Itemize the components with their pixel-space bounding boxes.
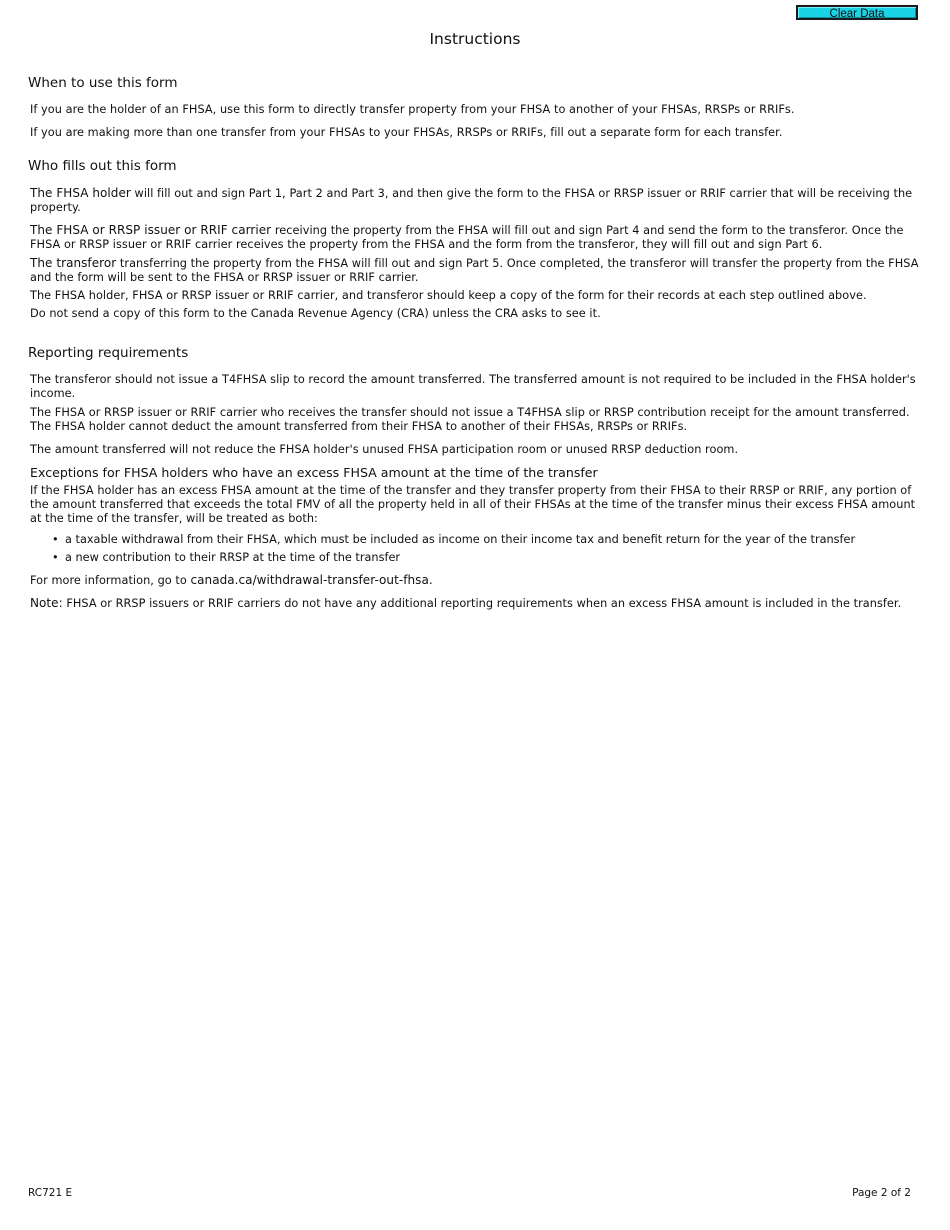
paragraph-text: FHSA or RRSP issuers or RRIF carriers do not have any additional reporting requirements when an excess FHSA amount is included in the transfer. (62, 597, 902, 610)
emphasis-text: The FHSA holder (30, 186, 131, 200)
punctuation: . (428, 573, 433, 587)
list-item (52, 551, 400, 565)
paragraph: The FHSA holder, FHSA or RRSP issuer or RRIF carrier, and transferor should keep a copy of the form for their records at each step outlined above. (30, 289, 867, 302)
paragraph-text: receiving the property from the FHSA will fill out and sign Part 4 and send the form to the transferor. Once the FHSA or RRSP issuer or RRIF carrier receives the property from the FHSA and the form from the transferor, they will fill out and sign Part 6. (30, 224, 904, 251)
page-title: Instructions (429, 30, 521, 48)
sub-heading-exceptions: Exceptions for FHSA holders who have an excess FHSA amount at the time of the transfer (30, 465, 598, 480)
section-heading-reporting: Reporting requirements (28, 345, 189, 361)
section-heading-who: Who fills out this form (28, 158, 177, 174)
emphasis-text: The FHSA or RRSP issuer or RRIF carrier (30, 223, 272, 237)
page-number: Page 2 of 2 (852, 1187, 911, 1199)
paragraph (30, 223, 920, 252)
paragraph: Do not send a copy of this form to the Canada Revenue Agency (CRA) unless the CRA asks to see it. (30, 307, 601, 320)
list-item-text: a new contribution to their RRSP at the time of the transfer (65, 551, 401, 564)
note-paragraph (30, 596, 920, 611)
paragraph: The transferor should not issue a T4FHSA slip to record the amount transferred. The transferred amount is not required to be included in the FHSA holder's income. (30, 373, 916, 400)
paragraph: If the FHSA holder has an excess FHSA amount at the time of the transfer and they transfer property from their FHSA to their RRSP or RRIF, any portion of the amount transferred that exceeds the total FMV of all the property held in all of their FHSAs at the time of the transfer minus their excess FHSA amount at the time of the transfer, will be treated as both: (30, 484, 916, 525)
paragraph (30, 186, 920, 215)
paragraph: If you are making more than one transfer from your FHSAs to your FHSAs, RRSPs or RRIFs, fill out a separate form for each transfer. (30, 126, 783, 139)
more-info-paragraph (30, 573, 920, 588)
list-item (52, 533, 855, 547)
paragraph-text: will fill out and sign Part 1, Part 2 and Part 3, and then give the form to the FHSA or RRSP issuer or RRIF carrier that will be receiving the property. (30, 187, 913, 214)
bullet-icon: • (52, 551, 59, 564)
bullet-icon: • (52, 533, 59, 546)
paragraph-text: For more information, go to (30, 574, 191, 587)
paragraph (30, 256, 920, 285)
list-item-text: a taxable withdrawal from their FHSA, which must be included as income on their income tax and benefit return for the year of the transfer (65, 533, 856, 546)
emphasis-text: The transferor (30, 256, 117, 270)
paragraph: The FHSA or RRSP issuer or RRIF carrier who receives the transfer should not issue a T4FHSA slip or RRSP contribution receipt for the amount transferred. The FHSA holder cannot deduct the amount transferred from their FHSA to another of their FHSAs, RRSPs or RRIFs. (30, 406, 910, 433)
clear-data-button[interactable]: Clear Data (796, 5, 918, 20)
section-heading-when: When to use this form (28, 75, 178, 91)
form-code: RC721 E (28, 1187, 73, 1199)
paragraph: If you are the holder of an FHSA, use this form to directly transfer property from your FHSA to another of your FHSAs, RRSPs or RRIFs. (30, 103, 795, 116)
info-link[interactable]: canada.ca/withdrawal-transfer-out-fhsa (190, 573, 429, 587)
paragraph: The amount transferred will not reduce the FHSA holder's unused FHSA participation room or unused RRSP deduction room. (30, 443, 739, 456)
paragraph-text: transferring the property from the FHSA will fill out and sign Part 5. Once completed, the transferor will transfer the property from the FHSA and the form will be sent to the FHSA or RRSP issuer or RRIF carrier. (30, 257, 919, 284)
note-label: Note: (30, 596, 63, 610)
